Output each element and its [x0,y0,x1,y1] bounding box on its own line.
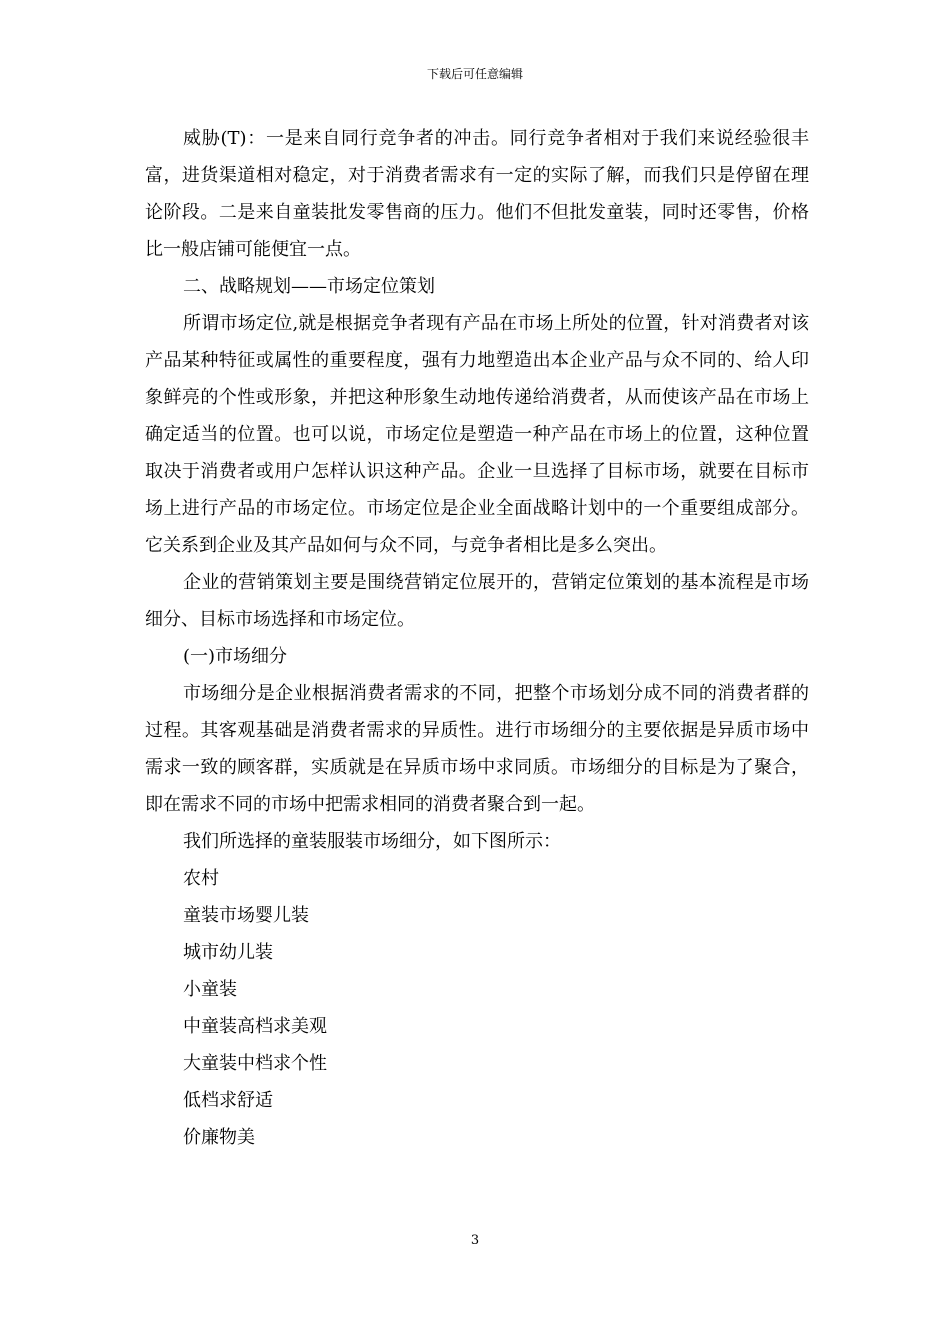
subheading-market-segmentation: (一)市场细分 [183,646,288,667]
list-item: 大童装中档求个性 [183,1053,327,1074]
list-item: 农村 [183,868,219,889]
list-item: 低档求舒适 [183,1090,273,1111]
paragraph-segmentation-definition: 市场细分是企业根据消费者需求的不同，把整个市场划分成不同的消费者群的过程。其客观基础是消费者需求的异质性。进行市场细分的主要依据是异质市场中需求一致的顾客群，实质就是在异质市场中求同质。市场细分的目标是为了聚合，即在需求不同的市场中把需求相同的消费者聚合到一起。 [145,683,809,815]
page-header: 下载后可任意编辑 [426,67,523,81]
paragraph-marketing-planning: 企业的营销策划主要是围绕营销定位展开的，营销定位策划的基本流程是市场细分、目标市场选择和市场定位。 [145,572,809,630]
section-heading-strategy: 二、战略规划——市场定位策划 [183,276,435,297]
paragraph-market-positioning: 所谓市场定位,就是根据竞争者现有产品在市场上所处的位置，针对消费者对该产品某种特征或属性的重要程度，强有力地塑造出本企业产品与众不同的、给人印象鲜亮的个性或形象，并把这种形象生动地传递给消费者，从而使该产品在市场上确定适当的位置。也可以说，市场定位是塑造一种产品在市场上的位置，这种位置取决于消费者或用户怎样认识这种产品。企业一旦选择了目标市场，就要在目标市场上进行产品的市场定位。市场定位是企业全面战略计划中的一个重要组成部分。它关系到企业及其产品如何与众不同，与竞争者相比是多么突出。 [145,313,809,556]
list-item: 城市幼儿装 [183,942,273,963]
paragraph-segmentation-intro: 我们所选择的童装服装市场细分，如下图所示： [183,831,561,852]
list-item: 中童装高档求美观 [183,1016,327,1037]
list-item: 小童装 [183,979,237,1000]
list-item: 价廉物美 [183,1127,255,1148]
page-number: 3 [470,1233,480,1248]
document-body [145,120,809,1156]
list-item: 童装市场婴儿装 [183,905,309,926]
paragraph-threats: 威胁(T)：一是来自同行竞争者的冲击。同行竞争者相对于我们来说经验很丰富，进货渠道相对稳定，对于消费者需求有一定的实际了解，而我们只是停留在理论阶段。二是来自童装批发零售商的压力。他们不但批发童装，同时还零售，价格比一般店铺可能便宜一点。 [145,128,809,260]
